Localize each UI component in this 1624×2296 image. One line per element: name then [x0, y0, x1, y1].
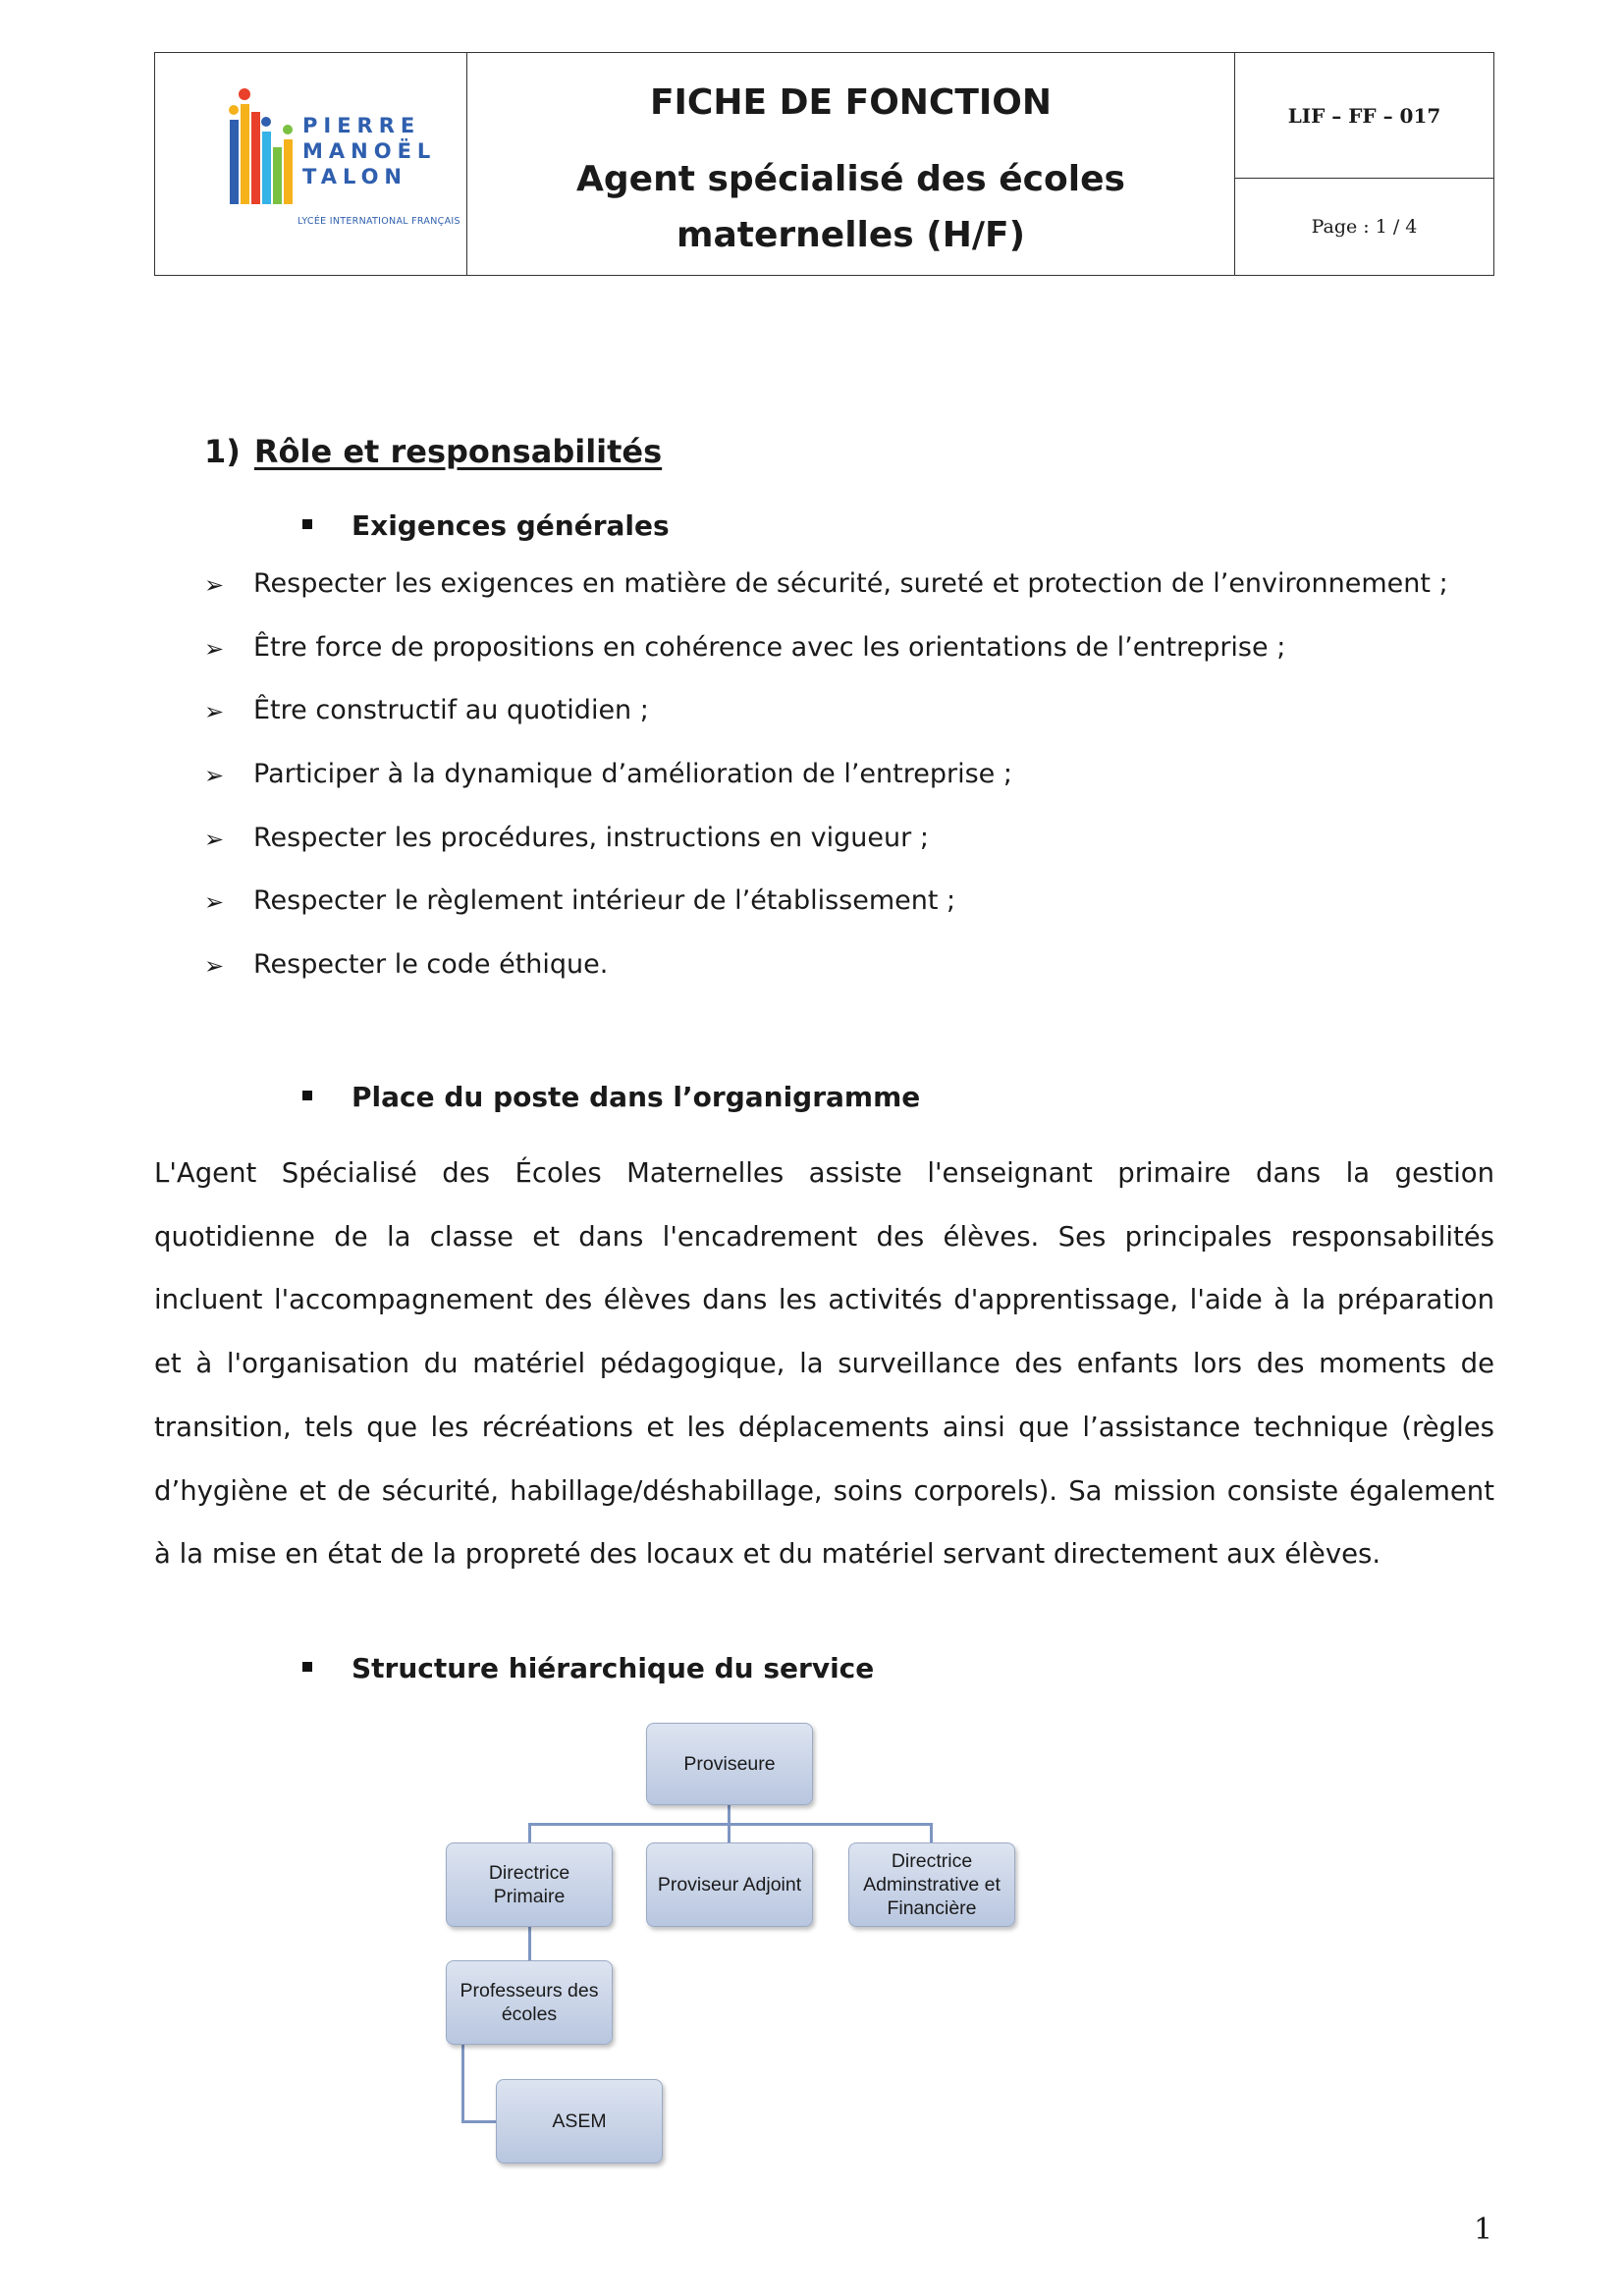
document-subtitle — [467, 151, 1234, 263]
arrow-bullet-icon: ➢ — [204, 825, 225, 853]
subheading-exigences — [302, 509, 670, 542]
list-item — [204, 824, 1448, 887]
document-title: FICHE DE FONCTION — [649, 82, 1053, 123]
list-item — [204, 760, 1448, 824]
connector-line — [528, 1823, 933, 1826]
logo-word-3: TALON — [302, 165, 408, 188]
section-title: Rôle et responsabilités — [253, 433, 663, 470]
square-bullet-icon — [302, 519, 312, 529]
section-number: 1) — [204, 433, 241, 470]
page-number: 1 — [1474, 2213, 1493, 2247]
org-box-proviseur-adjoint: Proviseur Adjoint — [646, 1842, 813, 1927]
title-cell — [467, 53, 1235, 275]
subheading-structure — [302, 1652, 874, 1684]
list-item — [204, 633, 1448, 697]
arrow-bullet-icon: ➢ — [204, 888, 225, 917]
org-box-directrice-primaire: Directrice Primaire — [446, 1842, 613, 1927]
subheading-structure-text: Structure hiérarchique du service — [352, 1652, 875, 1684]
list-item-text: Respecter le code éthique. — [253, 949, 609, 981]
square-bullet-icon — [302, 1662, 312, 1672]
arrow-bullet-icon: ➢ — [204, 571, 225, 599]
connector-line — [461, 2045, 464, 2123]
document-header-table — [154, 52, 1494, 276]
square-bullet-icon — [302, 1091, 312, 1100]
org-box-professeurs: Professeurs des écoles — [446, 1960, 613, 2045]
list-item-text: Participer à la dynamique d’amélioration de l’entreprise ; — [253, 759, 1012, 790]
arrow-bullet-icon: ➢ — [204, 634, 225, 663]
subheading-place-text: Place du poste dans l’organigramme — [352, 1081, 921, 1113]
logo-word-1: PIERRE — [302, 114, 421, 137]
subtitle-line-2: maternelles (H/F) — [676, 215, 1026, 255]
list-item-text: Être constructif au quotidien ; — [253, 695, 649, 726]
logo-tagline: LYCÉE INTERNATIONAL FRANÇAIS — [298, 216, 460, 227]
connector-line — [461, 2120, 497, 2123]
exigences-list — [204, 569, 1448, 1014]
list-item-text: Respecter les procédures, instructions en vigueur ; — [253, 822, 929, 853]
list-item-text: Être force de propositions en cohérence avec les orientations de l’entreprise ; — [253, 631, 1286, 663]
arrow-bullet-icon: ➢ — [204, 698, 225, 726]
list-item — [204, 886, 1448, 950]
list-item — [204, 569, 1448, 633]
document-reference: LIF – FF – 017 — [1287, 104, 1441, 128]
list-item — [204, 950, 1448, 1014]
org-box-proviseure: Proviseure — [646, 1723, 813, 1805]
reference-cell — [1235, 53, 1493, 179]
arrow-bullet-icon: ➢ — [204, 952, 225, 981]
arrow-bullet-icon: ➢ — [204, 762, 225, 790]
logo-word-2: MANOËL — [302, 139, 437, 163]
role-description-paragraph: L'Agent Spécialisé des Écoles Maternelles assiste l'enseignant primaire dans la gestion quotidienne de la classe et dans l'encadrement des élèves. Ses principales responsabilités incluent l'accompagnement des élèves dans les activités d'apprentissage, l'aide à la préparation et à l'organisation du matériel pédagogique, la surveillance des enfants lors des moments de transition, tels que les récréations et les déplacements ainsi que l’assistance technique (règles d’hygiène et de sécurité, habillage/déshabillage, soins corporels). Sa mission consiste également à la mise en état de la propreté des locaux et du matériel servant directement aux élèves. — [154, 1157, 1494, 1571]
connector-line — [930, 1823, 933, 1844]
org-box-directrice-admin: Directrice Adminstrative et Financière — [848, 1842, 1015, 1927]
list-item — [204, 696, 1448, 760]
list-item-text: Respecter le règlement intérieur de l’établissement ; — [253, 885, 956, 917]
connector-line — [728, 1823, 731, 1844]
logo-cell — [155, 53, 467, 275]
page-cell — [1235, 179, 1493, 275]
connector-line — [528, 1823, 531, 1844]
subheading-place — [302, 1081, 920, 1113]
section-heading — [204, 433, 662, 470]
subtitle-line-1: Agent spécialisé des écoles — [576, 159, 1125, 199]
org-box-asem: ASEM — [496, 2079, 663, 2163]
page-indicator: Page : 1 / 4 — [1311, 216, 1418, 238]
connector-line — [728, 1804, 731, 1825]
connector-line — [528, 1927, 531, 1962]
list-item-text: Respecter les exigences en matière de sécurité, sureté et protection de l’environnement ; — [253, 568, 1448, 599]
subheading-exigences-text: Exigences générales — [352, 509, 670, 542]
